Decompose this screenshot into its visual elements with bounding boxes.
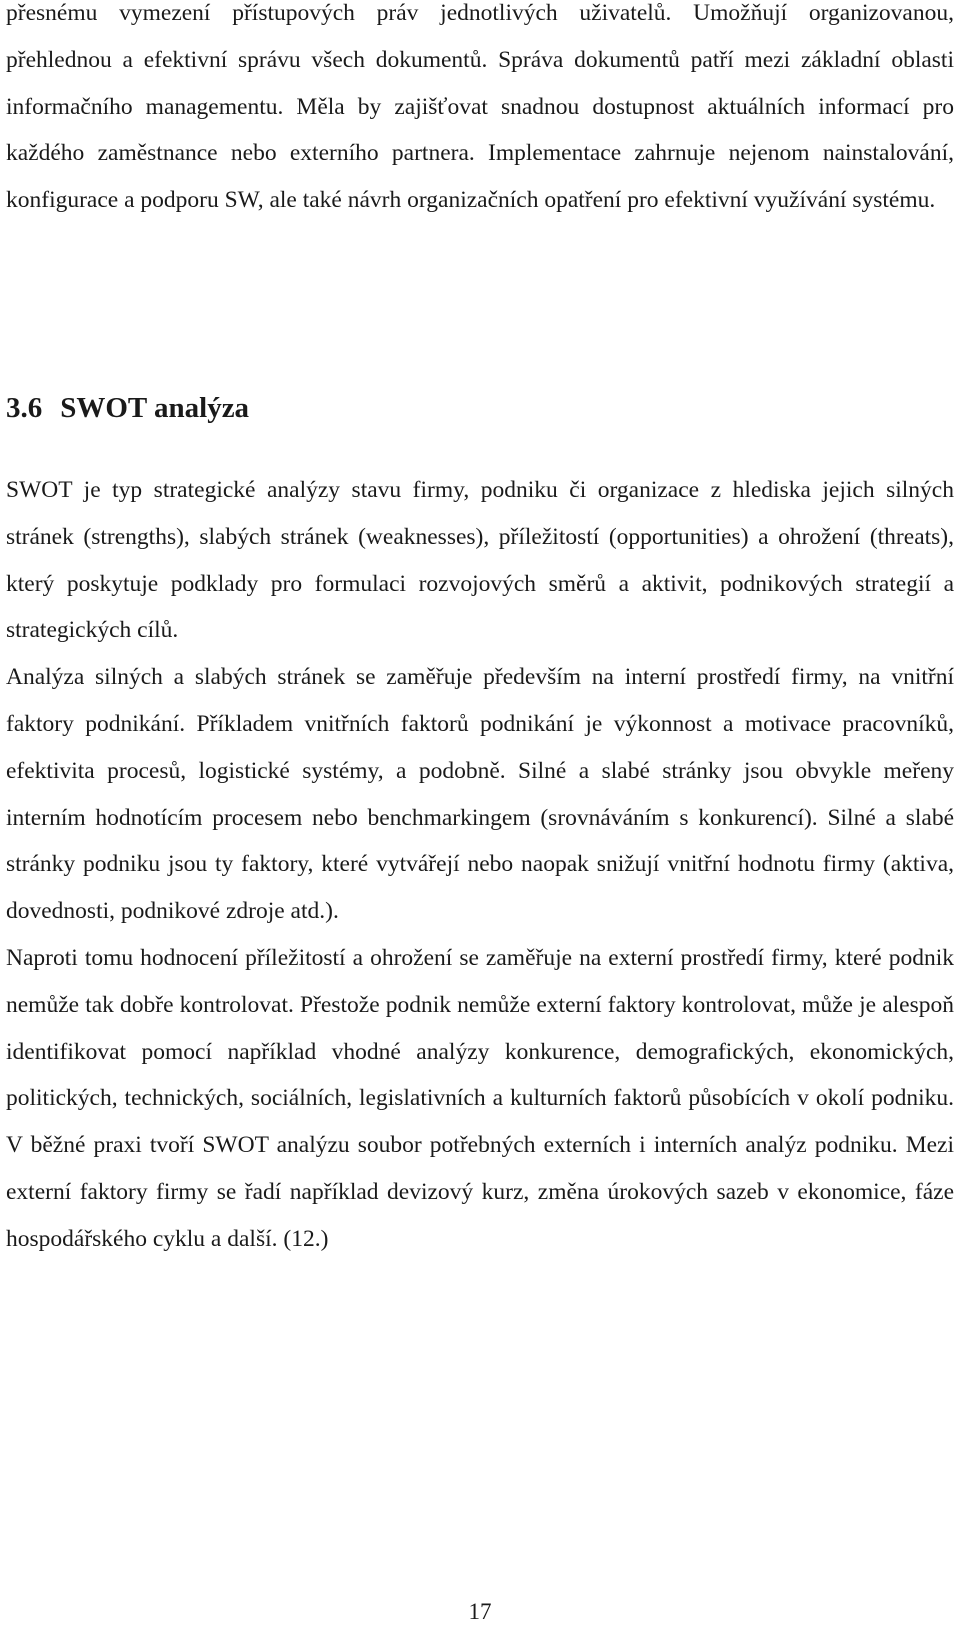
section-body [6,467,954,1263]
page-number: 17 [468,1599,492,1624]
section-heading [6,388,249,428]
paragraph-strengths-weaknesses: Analýza silných a slabých stránek se zaměřuje především na interní prostředí firmy, na vnitřní faktory podnikání. Příkladem vnitřních faktorů podnikání je výkonnost a motivace pracovníků, efektivita procesů, logistické systémy, a podobně. Silné a slabé stránky jsou obvykle meřeny interním hodnotícím procesem nebo benchmarkingem (srovnáváním s konkurencí). Silné a slabé stránky podniku jsou ty faktory, které vytvářejí nebo naopak snižují vnitřní hodnotu firmy (aktiva, dovednosti, podnikové zdroje atd.). [6,664,954,925]
paragraph-swot-definition: SWOT je typ strategické analýzy stavu firmy, podniku či organizace z hlediska jejich silných stránek (strengths), slabých stránek (weaknesses), příležitostí (opportunities) a ohrožení (threats), který poskytuje podklady pro formulaci rozvojových směrů a aktivit, podnikových strategií a strategických cílů. [6,477,954,644]
section-number: 3.6 [6,392,43,424]
document-page [6,0,954,1647]
paragraph-opportunities-threats: Naproti tomu hodnocení příležitostí a ohrožení se zaměřuje na externí prostředí firmy, které podnik nemůže tak dobře kontrolovat. Přestože podnik nemůže externí faktory kontrolovat, může je alespoň identifikovat pomocí například vhodné analýzy konkurence, demografických, ekonomických, politických, technických, sociálních, legislativních a kulturních faktorů působících v okolí podniku. V běžné praxi tvoří SWOT analýzu soubor potřebných externích i interních analýz podniku. Mezi externí faktory firmy se řadí například devizový kurz, změna úrokových sazeb v ekonomice, fáze hospodářského cyklu a další. (12.) [6,944,954,1252]
section-title: SWOT analýza [60,392,250,424]
intro-paragraph: přesnému vymezení přístupových práv jednotlivých uživatelů. Umožňují organizovanou, přehlednou a efektivní správu všech dokumentů. Správa dokumentů patří mezi základní oblasti informačního managementu. Měla by zajišťovat snadnou dostupnost aktuálních informací pro každého zaměstnance nebo externího partnera. Implementace zahrnuje nejenom nainstalování, konfigurace a podporu SW, ale také návrh organizačních opatření pro efektivní využívání systému. [6,0,954,214]
